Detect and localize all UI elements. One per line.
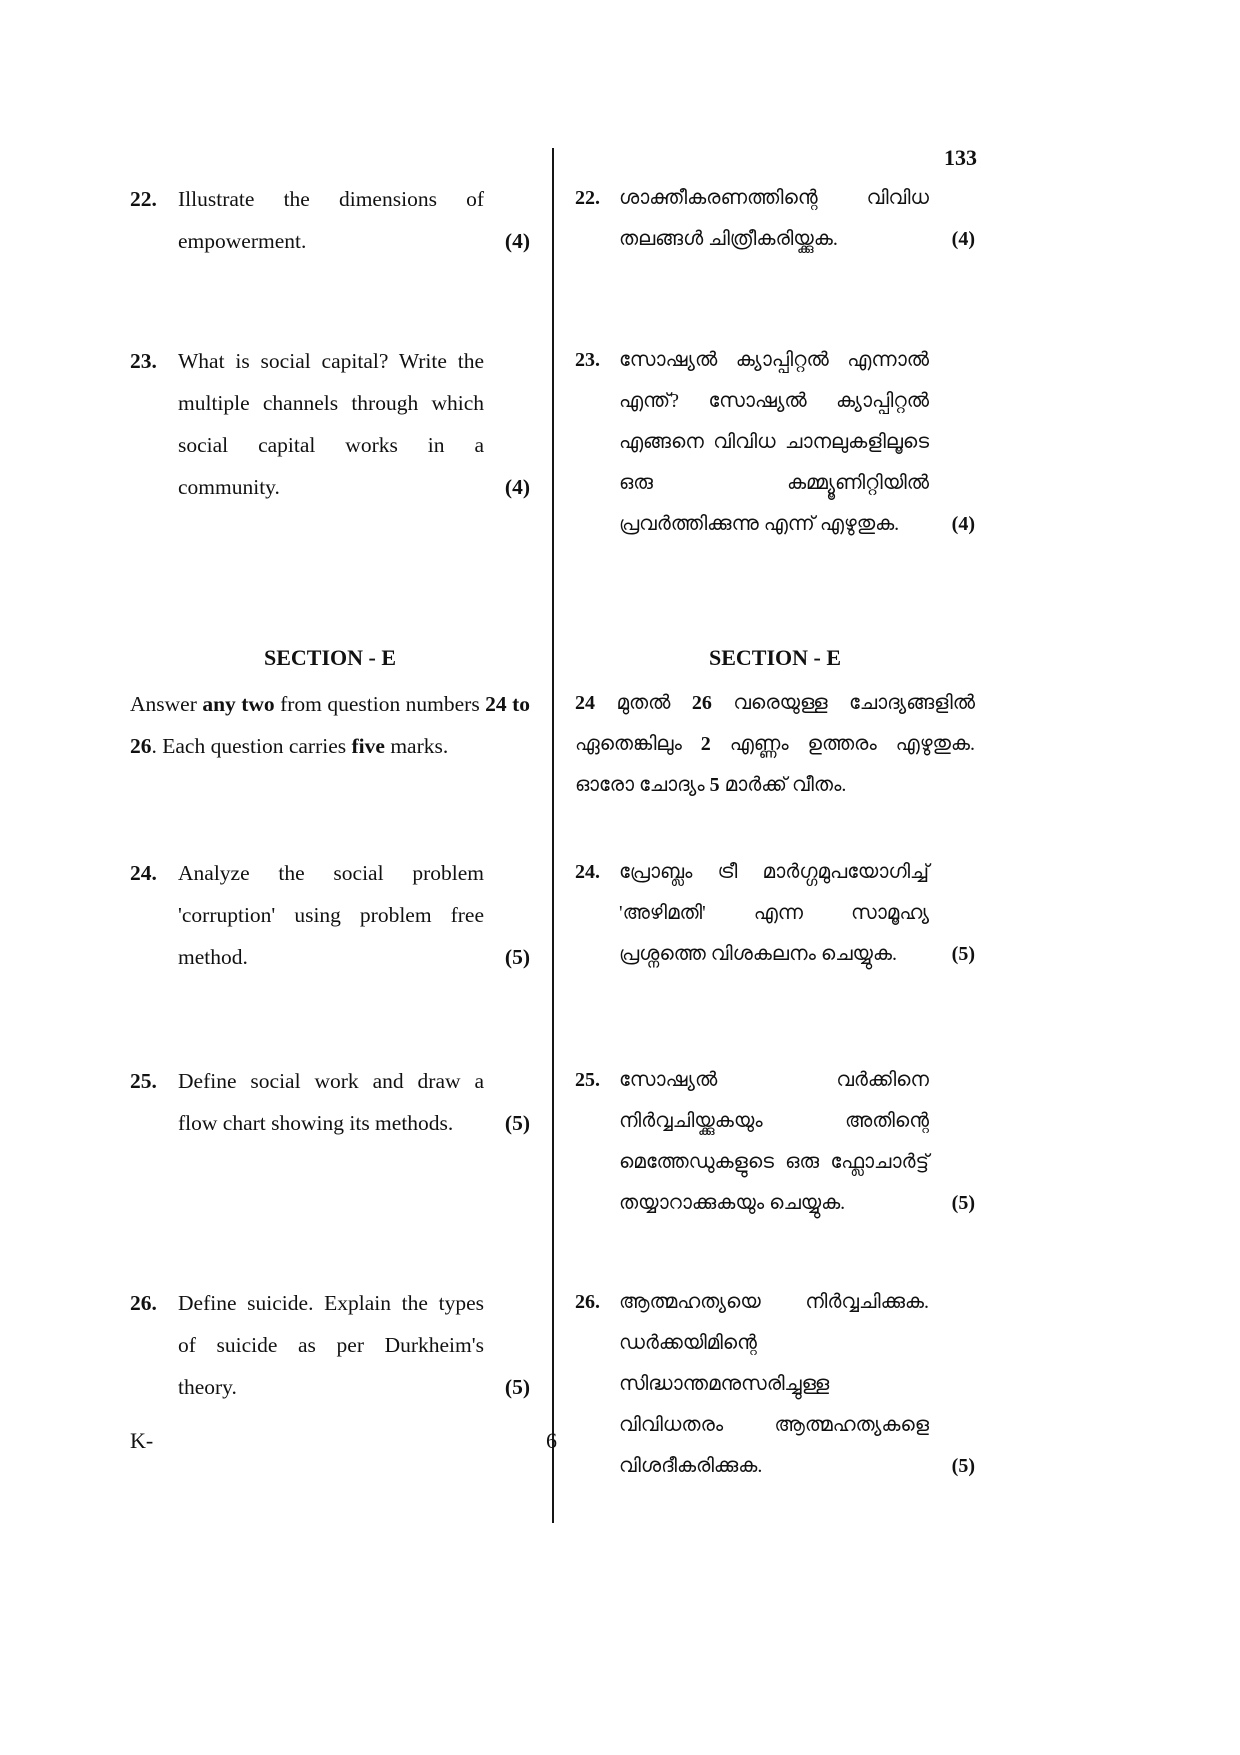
- question-number: 26.: [130, 1291, 157, 1315]
- question-row-en-23: [130, 340, 530, 545]
- question-number: 25.: [130, 1069, 157, 1093]
- section-title: SECTION - E: [263, 645, 397, 670]
- question-marks: (5): [951, 1192, 975, 1214]
- question-text: Analyze the social problem 'corruption' using problem free method.: [178, 861, 484, 969]
- question-number: 22.: [130, 187, 157, 211]
- page-number: 133: [944, 145, 977, 170]
- question-text: സോഷ്യൽ ക്യാപ്പിറ്റൽ എന്നാൽ എന്ത്? സോഷ്യൽ ക്യാപ്പിറ്റൽ എങ്ങനെ വിവിധ ചാനലുകളിലൂടെ ഒരു കമ്മ്യൂണിറ്റിയിൽ പ്രവർത്തിക്കുന്നു എന്ന് എഴുതുക.: [619, 349, 929, 535]
- section-instruction: Answer any two from question numbers 24 to 26. Each question carries five marks.: [130, 692, 530, 758]
- question-text: Define suicide. Explain the types of suicide as per Durkheim's theory.: [178, 1291, 484, 1399]
- section-instruction: 24 മുതൽ 26 വരെയുള്ള ചോദ്യങ്ങളിൽ ഏതെങ്കിലും 2 എണ്ണം ഉത്തരം എഴുതുക. ഓരോ ചോദ്യം 5 മാർക്ക് വീതം.: [575, 692, 976, 796]
- section-title: SECTION - E: [708, 645, 842, 670]
- question-text: Illustrate the dimensions of empowerment.: [178, 187, 484, 253]
- question-marks: (5): [504, 945, 530, 969]
- question-number: 22.: [575, 187, 600, 209]
- question-marks: (5): [504, 1375, 530, 1399]
- question-row-ml-25: [575, 1060, 975, 1224]
- question-text: സോഷ്യൽ വർക്കിനെ നിർവ്വചിയ്ക്കുകയും അതിന്റെ മെത്തേഡുകളുടെ ഒരു ഫ്ലോചാർട്ട് തയ്യാറാക്കുകയും ചെയ്യുക.: [619, 1069, 929, 1214]
- question-marks: (4): [951, 513, 975, 535]
- question-marks: (4): [951, 228, 975, 250]
- column-divider: [552, 148, 554, 1523]
- footer-paper-code: K-: [130, 1428, 154, 1453]
- question-row-ml-24: [575, 852, 975, 978]
- question-number: 24.: [575, 861, 600, 883]
- question-text: പ്രോബ്ലം ട്രീ മാർഗ്ഗമുപയോഗിച്ച് 'അഴിമതി' എന്ന സാമൂഹ്യ പ്രശ്നത്തെ വിശകലനം ചെയ്യുക.: [619, 861, 929, 965]
- question-row-en-25: [130, 1060, 530, 1224]
- question-number: 23.: [575, 349, 600, 371]
- question-row-ml-22: [575, 178, 975, 262]
- question-number: 24.: [130, 861, 157, 885]
- question-marks: (4): [504, 475, 530, 499]
- question-row-en-22: [130, 178, 530, 262]
- question-row-ml-26: [575, 1282, 975, 1523]
- question-number: 26.: [575, 1291, 600, 1313]
- section-block-en: [130, 637, 530, 806]
- question-number: 23.: [130, 349, 157, 373]
- question-row-en-24: [130, 852, 530, 978]
- footer-page-number: 6: [546, 1428, 557, 1453]
- question-text: Define social work and draw a flow chart showing its methods.: [178, 1069, 484, 1135]
- question-marks: (5): [951, 943, 975, 965]
- question-row-en-26: [130, 1282, 530, 1523]
- question-marks: (5): [951, 1455, 975, 1477]
- question-marks: (4): [504, 229, 530, 253]
- question-row-ml-23: [575, 340, 975, 545]
- question-text: ആത്മഹത്യയെ നിർവ്വചിക്കുക. ഡർക്കയിമിന്റെ സിദ്ധാന്തമനുസരിച്ചുള്ള വിവിധതരം ആത്മഹത്യകളെ വിശദീകരിക്കുക.: [619, 1291, 929, 1477]
- question-number: 25.: [575, 1069, 600, 1091]
- question-text: ശാക്തീകരണത്തിന്റെ വിവിധ തലങ്ങൾ ചിത്രീകരിയ്ക്കുക.: [619, 187, 929, 250]
- question-text: What is social capital? Write the multiple channels through which social capital works in a community.: [178, 349, 484, 499]
- question-marks: (5): [504, 1111, 530, 1135]
- section-block-ml: [575, 637, 975, 806]
